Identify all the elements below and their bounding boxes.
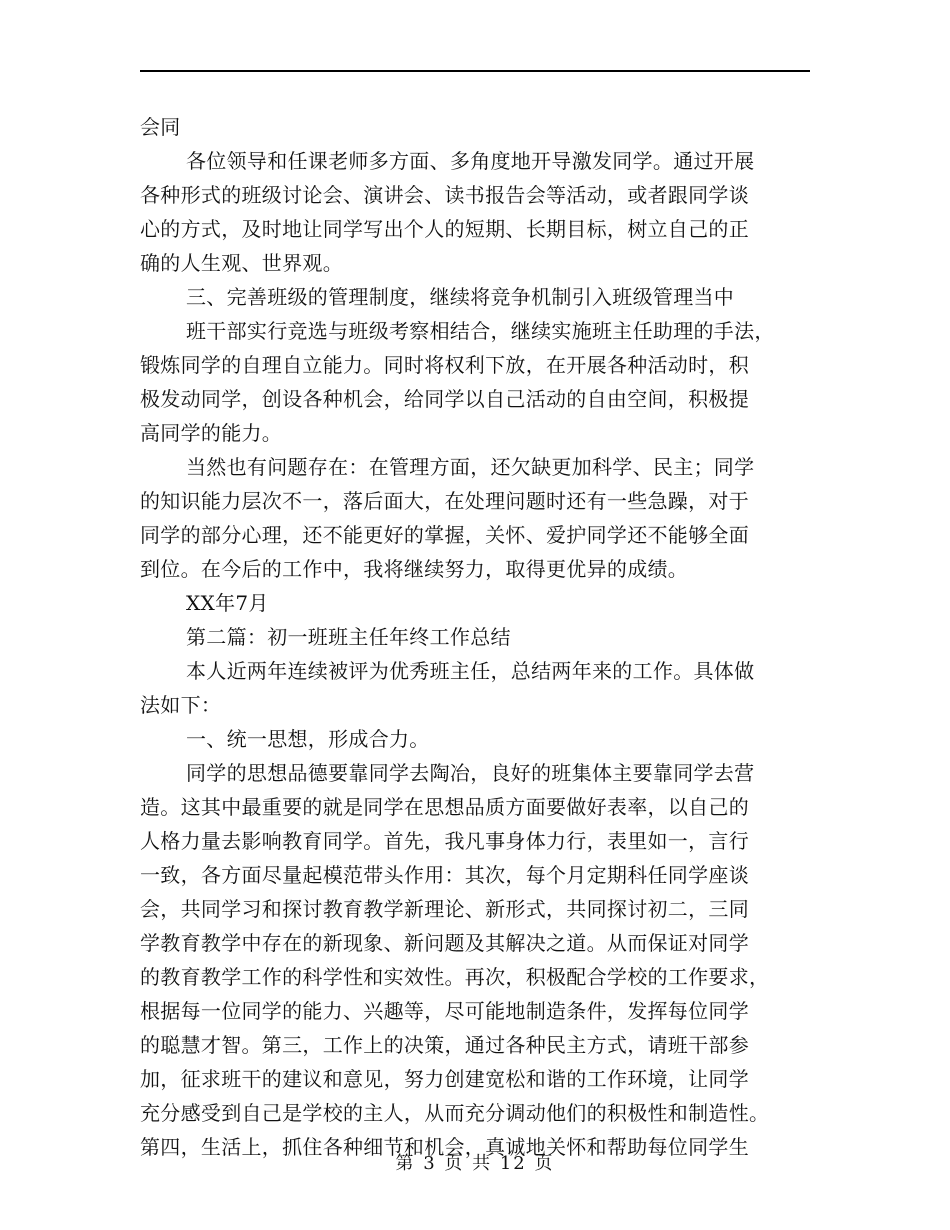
text-line: 的知识能力层次不一，落后面大，在处理问题时还有一些急躁，对于 <box>140 489 749 513</box>
document-body <box>140 110 810 1164</box>
text-line: 根据每一位同学的能力、兴趣等，尽可能地制造条件，发挥每位同学 <box>140 999 749 1023</box>
text-line: 本人近两年连续被评为优秀班主任，总结两年来的工作。具体做 <box>186 659 755 683</box>
text-line: 的教育教学工作的科学性和实效性。再次，积极配合学校的工作要求， <box>140 965 770 989</box>
text-line: 的聪慧才智。第三，工作上的决策，通过各种民主方式，请班干部参 <box>140 1033 749 1057</box>
text-line: 法如下： <box>140 693 222 717</box>
text-line: 各种形式的班级讨论会、演讲会、读书报告会等活动，或者跟同学谈 <box>140 183 749 207</box>
text-line: 当然也有问题存在：在管理方面，还欠缺更加科学、民主；同学 <box>186 455 755 479</box>
text-line: 第二篇：初一班班主任年终工作总结 <box>186 625 511 649</box>
text-line: 心的方式，及时地让同学写出个人的短期、长期目标，树立自己的正 <box>140 217 749 241</box>
text-line: 一、统一思想，形成合力。 <box>186 727 430 751</box>
text-line: 会同 <box>140 115 181 139</box>
text-line: 人格力量去影响教育同学。首先，我凡事身体力行，表里如一，言行 <box>140 829 749 853</box>
text-line: 会，共同学习和探讨教育教学新理论、新形式，共同探讨初二，三同 <box>140 897 749 921</box>
text-line: 同学的部分心理，还不能更好的掌握，关怀、爱护同学还不能够全面 <box>140 523 749 547</box>
text-line: 造。这其中最重要的就是同学在思想品质方面要做好表率，以自己的 <box>140 795 749 819</box>
page-number: 第 3 页 共 12 页 <box>395 1153 555 1174</box>
text-line: 加，征求班干的建议和意见，努力创建宽松和谐的工作环境，让同学 <box>140 1067 749 1091</box>
text-line: XX年7月 <box>186 591 269 615</box>
text-line: 高同学的能力。 <box>140 421 283 445</box>
text-line: 同学的思想品德要靠同学去陶冶，良好的班集体主要靠同学去营 <box>186 761 755 785</box>
text-line: 第四，生活上，抓住各种细节和机会，真诚地关怀和帮助每位同学生 <box>140 1135 749 1159</box>
text-line: 三、完善班级的管理制度，继续将竞争机制引入班级管理当中 <box>186 285 735 309</box>
text-line: 极发动同学，创设各种机会，给同学以自己活动的自由空间，积极提 <box>140 387 749 411</box>
text-line: 班干部实行竞选与班级考察相结合，继续实施班主任助理的手法， <box>186 319 775 343</box>
text-line: 一致，各方面尽量起模范带头作用：其次，每个月定期科任同学座谈 <box>140 863 749 887</box>
header-rule <box>140 70 810 72</box>
text-line: 各位领导和任课老师多方面、多角度地开导激发同学。通过开展 <box>186 149 755 173</box>
text-line: 到位。在今后的工作中，我将继续努力，取得更优异的成绩。 <box>140 557 689 581</box>
text-line: 充分感受到自己是学校的主人，从而充分调动他们的积极性和制造性。 <box>140 1101 770 1125</box>
text-line: 确的人生观、世界观。 <box>140 251 343 275</box>
text-line: 锻炼同学的自理自立能力。同时将权利下放，在开展各种活动时，积 <box>140 353 749 377</box>
text-line: 学教育教学中存在的新现象、新问题及其解决之道。从而保证对同学 <box>140 931 749 955</box>
